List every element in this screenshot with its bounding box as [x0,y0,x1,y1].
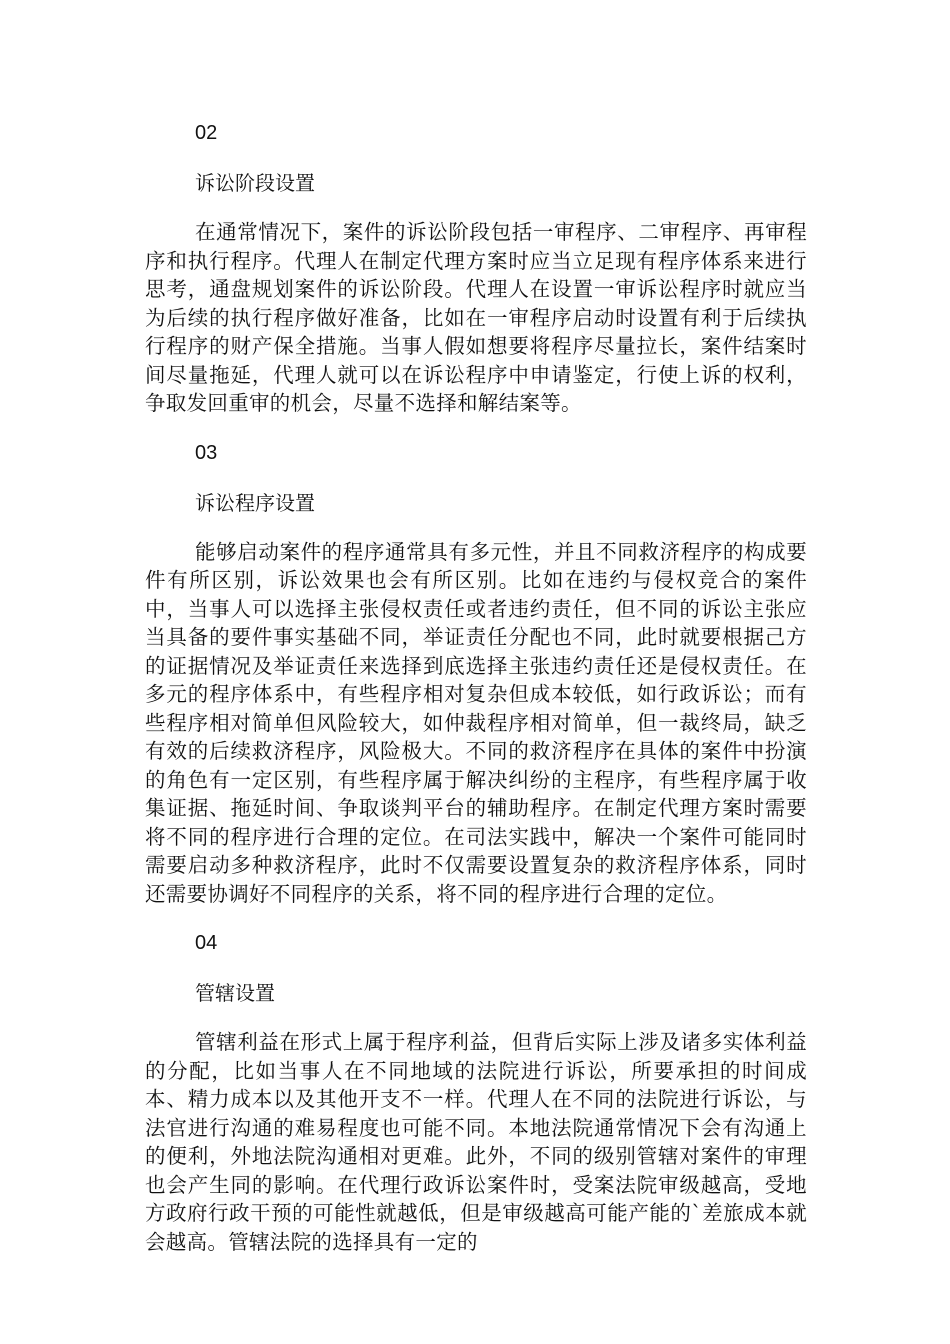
section-heading: 诉讼程序设置 [195,490,315,515]
section-04 [145,928,807,1256]
section-heading: 管辖设置 [195,981,275,1005]
section-paragraph: 管辖利益在形式上属于程序利益，但背后实际上涉及诸多实体利益的分配，比如当事人在不同地域的法院进行诉讼，所要承担的时间成本、精力成本以及其他开支不一样。代理人在不同的法院进行诉讼，与法官进行沟通的难易程度也可能不同。本地法院通常情况下会有沟通上的便利，外地法院沟通相对更难。此外，不同的级别管辖对案件的审理也会产生同的影响。在代理行政诉讼案件时，受案法院审级越高，受地方政府行政干预的可能性就越低，但是审级越高可能产能的`差旅成本就会越高。管辖法院的选择具有一定的 [145,1030,807,1254]
section-number: 03 [195,441,218,464]
section-heading: 诉讼阶段设置 [195,171,315,195]
section-paragraph: 能够启动案件的程序通常具有多元性，并且不同救济程序的构成要件有所区别，诉讼效果也会有所区别。比如在违约与侵权竞合的案件中，当事人可以选择主张侵权责任或者违约责任，但不同的诉讼主张应当具备的要件事实基础不同，举证责任分配也不同，此时就要根据己方的证据情况及举证责任来选择到底选择主张违约责任还是侵权责任。在多元的程序体系中，有些程序相对复杂但成本较低，如行政诉讼；而有些程序相对简单但风险较大，如仲裁程序相对简单，但一裁终局，缺乏有效的后续救济程序，风险极大。不同的救济程序在具体的案件中扮演的角色有一定区别，有些程序属于解决纠纷的主程序，有些程序属于收集证据、拖延时间、争取谈判平台的辅助程序。在制定代理方案时需要将不同的程序进行合理的定位。在司法实践中，解决一个案件可能同时需要启动多种救济程序，此时不仅需要设置复杂的救济程序体系，同时还需要协调好不同程序的关系，将不同的程序进行合理的定位。 [145,539,807,906]
section-number: 02 [195,122,218,144]
section-number: 04 [195,932,218,954]
section-03 [145,438,807,909]
section-02 [145,118,807,418]
section-paragraph: 在通常情况下，案件的诉讼阶段包括一审程序、二审程序、再审程序和执行程序。代理人在制定代理方案时应当立足现有程序体系来进行思考，通盘规划案件的诉讼阶段。代理人在设置一审诉讼程序时就应当为后续的执行程序做好准备，比如在一审程序启动时设置有利于后续执行程序的财产保全措施。当事人假如想要将程序尽量拉长，案件结案时间尽量拖延，代理人就可以在诉讼程序中申请鉴定，行使上诉的权利，争取发回重审的机会，尽量不选择和解结案等。 [145,220,807,415]
